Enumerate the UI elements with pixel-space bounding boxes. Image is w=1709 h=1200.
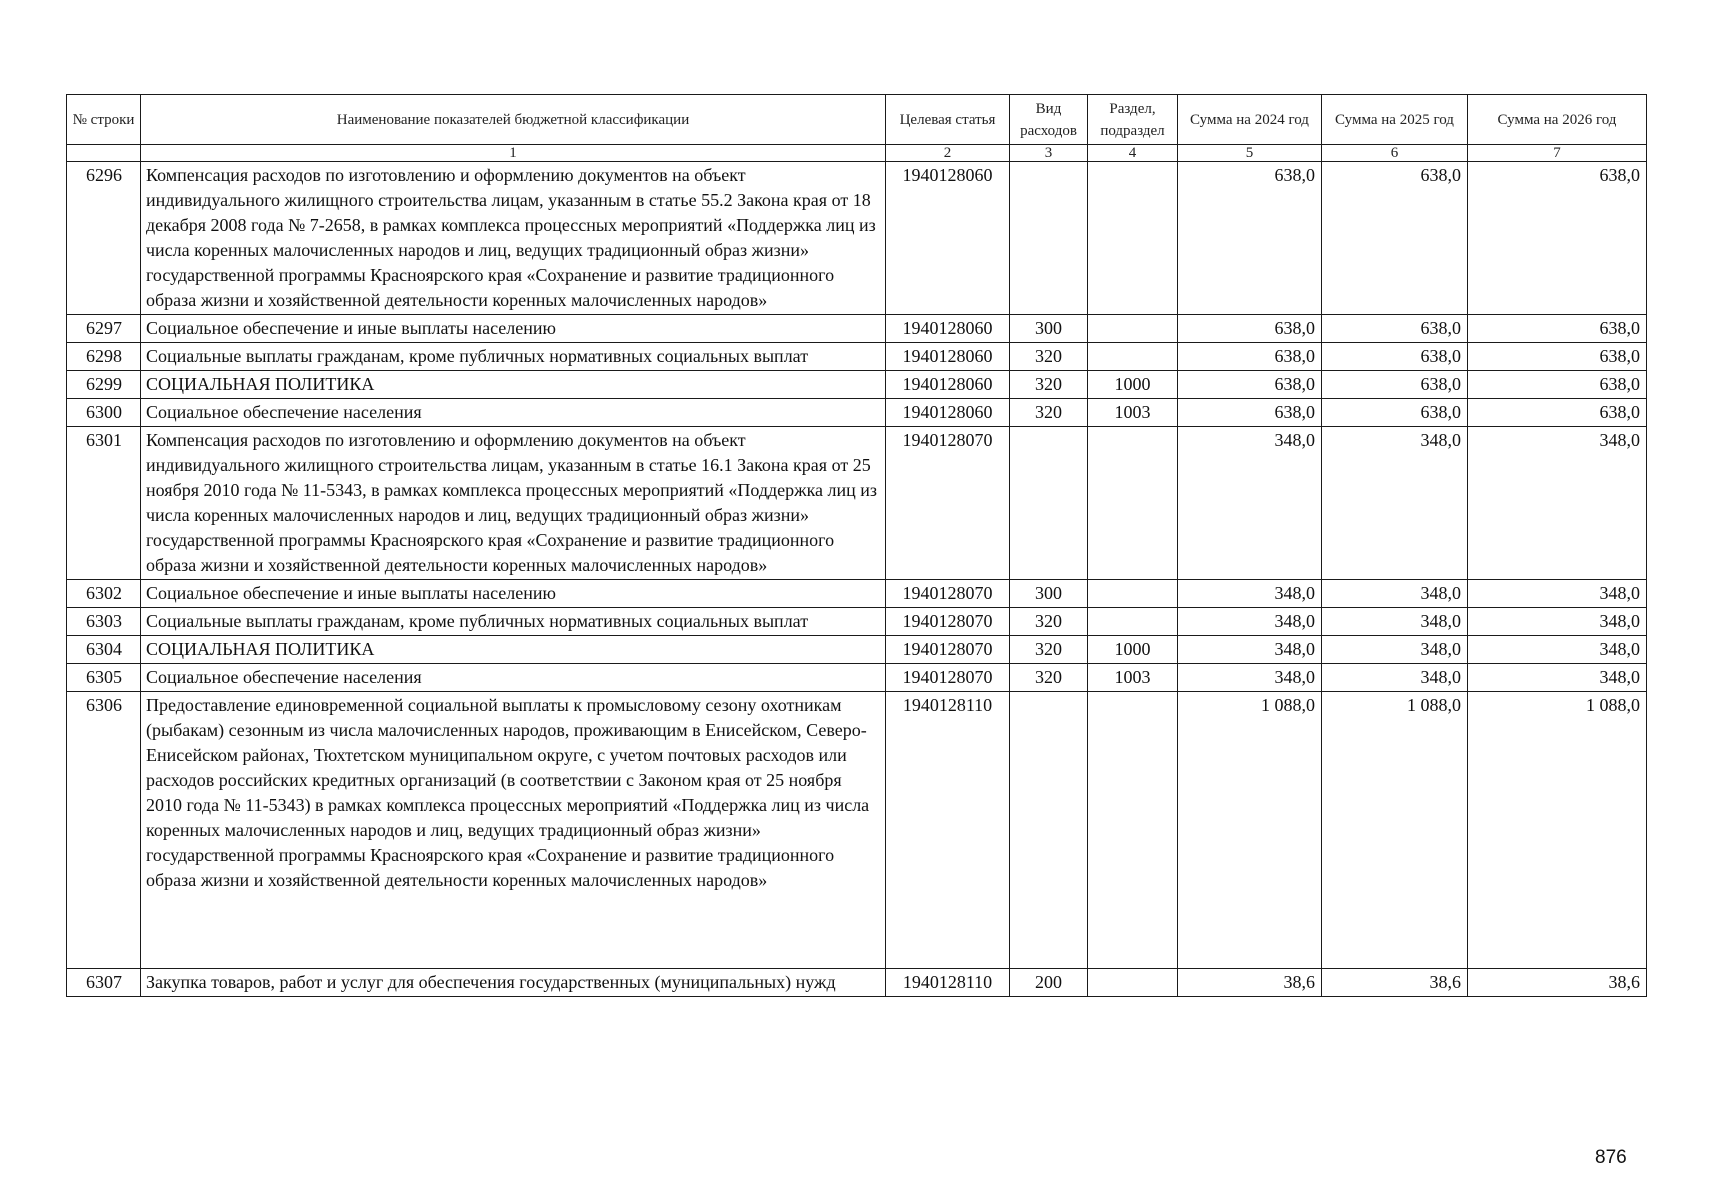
row-section (1088, 580, 1178, 608)
row-number: 6305 (67, 664, 141, 692)
row-sum-2025: 348,0 (1322, 580, 1468, 608)
row-sum-2024: 1 088,0 (1178, 692, 1322, 969)
row-name: Компенсация расходов по изготовлению и оформлению документов на объект индивидуального жилищного строительства лицам, указанным в статье 55.2 Закона края от 18 декабря 2008 года № 7-2658, в рамках комплекса процессных мероприятий «Поддержка лиц из числа коренных малочисленных народов и лиц, ведущих традиционный образ жизни» государственной программы Красноярского края «Сохранение и развитие традиционного образа жизни и хозяйственной деятельности коренных малочисленных народов» (141, 162, 886, 315)
table-row (67, 371, 1647, 399)
header-sum-2026: Сумма на 2026 год (1468, 95, 1647, 145)
row-sum-2024: 348,0 (1178, 664, 1322, 692)
row-name: Социальные выплаты гражданам, кроме публичных нормативных социальных выплат (141, 608, 886, 636)
row-sum-2024: 348,0 (1178, 636, 1322, 664)
column-number: 7 (1468, 145, 1647, 162)
row-name: Закупка товаров, работ и услуг для обеспечения государственных (муниципальных) нужд (141, 969, 886, 997)
row-sum-2024: 638,0 (1178, 371, 1322, 399)
row-sum-2024: 348,0 (1178, 427, 1322, 580)
row-number: 6301 (67, 427, 141, 580)
row-target: 1940128070 (886, 608, 1010, 636)
row-sum-2025: 638,0 (1322, 371, 1468, 399)
row-sum-2024: 38,6 (1178, 969, 1322, 997)
header-section: Раздел, подраздел (1088, 95, 1178, 145)
row-target: 1940128070 (886, 580, 1010, 608)
row-expense-type: 300 (1010, 580, 1088, 608)
table-row (67, 664, 1647, 692)
row-expense-type: 320 (1010, 399, 1088, 427)
row-section (1088, 343, 1178, 371)
table-body (67, 162, 1647, 997)
row-expense-type: 320 (1010, 664, 1088, 692)
row-number: 6307 (67, 969, 141, 997)
row-sum-2025: 348,0 (1322, 664, 1468, 692)
row-sum-2026: 348,0 (1468, 636, 1647, 664)
column-number: 2 (886, 145, 1010, 162)
table-row (67, 692, 1647, 969)
row-name: Социальные выплаты гражданам, кроме публичных нормативных социальных выплат (141, 343, 886, 371)
row-target: 1940128060 (886, 162, 1010, 315)
row-section (1088, 162, 1178, 315)
row-sum-2026: 638,0 (1468, 371, 1647, 399)
row-expense-type: 300 (1010, 315, 1088, 343)
row-target: 1940128060 (886, 371, 1010, 399)
column-number: 5 (1178, 145, 1322, 162)
column-number: 6 (1322, 145, 1468, 162)
row-number: 6302 (67, 580, 141, 608)
table-row (67, 636, 1647, 664)
header-row-no: № строки (67, 95, 141, 145)
row-sum-2026: 348,0 (1468, 427, 1647, 580)
row-target: 1940128110 (886, 692, 1010, 969)
row-name: Предоставление единовременной социальной выплаты к промысловому сезону охотникам (рыбакам) сезонным из числа малочисленных народов, проживающим в Енисейском, Северо-Енисейском районах, Тюхтетском муниципальном округе, с учетом почтовых расходов или расходов российских кредитных организаций (в соответствии с Законом края от 25 ноября 2010 года № 11-5343) в рамках комплекса процессных мероприятий «Поддержка лиц из числа коренных малочисленных народов и лиц, ведущих традиционный образ жизни» государственной программы Красноярского края «Сохранение и развитие традиционного образа жизни и хозяйственной деятельности коренных малочисленных народов» (141, 692, 886, 969)
column-number: 3 (1010, 145, 1088, 162)
row-section (1088, 692, 1178, 969)
row-name: Социальное обеспечение населения (141, 399, 886, 427)
row-sum-2026: 348,0 (1468, 580, 1647, 608)
row-name: Компенсация расходов по изготовлению и оформлению документов на объект индивидуального жилищного строительства лицам, указанным в статье 16.1 Закона края от 25 ноября 2010 года № 11-5343, в рамках комплекса процессных мероприятий «Поддержка лиц из числа коренных малочисленных народов и лиц, ведущих традиционный образ жизни» государственной программы Красноярского края «Сохранение и развитие традиционного образа жизни и хозяйственной деятельности коренных малочисленных народов» (141, 427, 886, 580)
row-sum-2026: 638,0 (1468, 162, 1647, 315)
column-number (67, 145, 141, 162)
row-sum-2026: 638,0 (1468, 399, 1647, 427)
row-name: Социальное обеспечение и иные выплаты населению (141, 580, 886, 608)
row-target: 1940128070 (886, 427, 1010, 580)
row-sum-2025: 1 088,0 (1322, 692, 1468, 969)
row-sum-2025: 348,0 (1322, 608, 1468, 636)
header-row (67, 95, 1647, 145)
row-expense-type: 320 (1010, 371, 1088, 399)
row-section: 1000 (1088, 636, 1178, 664)
row-sum-2025: 38,6 (1322, 969, 1468, 997)
page-number: 876 (1595, 1147, 1627, 1168)
row-number: 6304 (67, 636, 141, 664)
budget-table (66, 94, 1647, 997)
row-sum-2025: 638,0 (1322, 399, 1468, 427)
header-target: Целевая статья (886, 95, 1010, 145)
header-sum-2024: Сумма на 2024 год (1178, 95, 1322, 145)
row-sum-2026: 38,6 (1468, 969, 1647, 997)
row-expense-type: 200 (1010, 969, 1088, 997)
row-number: 6306 (67, 692, 141, 969)
row-expense-type (1010, 162, 1088, 315)
row-name: Социальное обеспечение и иные выплаты населению (141, 315, 886, 343)
row-sum-2026: 1 088,0 (1468, 692, 1647, 969)
budget-table-sheet (66, 94, 1646, 997)
row-target: 1940128070 (886, 664, 1010, 692)
table-row (67, 427, 1647, 580)
row-expense-type: 320 (1010, 343, 1088, 371)
row-number: 6299 (67, 371, 141, 399)
row-sum-2026: 638,0 (1468, 315, 1647, 343)
row-expense-type: 320 (1010, 636, 1088, 664)
row-sum-2025: 638,0 (1322, 315, 1468, 343)
table-row (67, 315, 1647, 343)
row-name: Социальное обеспечение населения (141, 664, 886, 692)
row-target: 1940128060 (886, 315, 1010, 343)
row-sum-2024: 638,0 (1178, 162, 1322, 315)
row-number: 6300 (67, 399, 141, 427)
row-number: 6297 (67, 315, 141, 343)
row-number: 6296 (67, 162, 141, 315)
row-section (1088, 427, 1178, 580)
row-section: 1003 (1088, 664, 1178, 692)
row-name: СОЦИАЛЬНАЯ ПОЛИТИКА (141, 636, 886, 664)
row-sum-2026: 348,0 (1468, 608, 1647, 636)
table-row (67, 969, 1647, 997)
row-expense-type: 320 (1010, 608, 1088, 636)
row-expense-type (1010, 427, 1088, 580)
table-row (67, 580, 1647, 608)
row-target: 1940128070 (886, 636, 1010, 664)
column-number: 1 (141, 145, 886, 162)
row-sum-2026: 348,0 (1468, 664, 1647, 692)
column-number-row (67, 145, 1647, 162)
header-expense-type: Вид расходов (1010, 95, 1088, 145)
row-target: 1940128060 (886, 399, 1010, 427)
row-number: 6298 (67, 343, 141, 371)
row-target: 1940128060 (886, 343, 1010, 371)
table-row (67, 162, 1647, 315)
row-sum-2026: 638,0 (1468, 343, 1647, 371)
row-target: 1940128110 (886, 969, 1010, 997)
row-section (1088, 315, 1178, 343)
row-section: 1003 (1088, 399, 1178, 427)
header-name: Наименование показателей бюджетной классификации (141, 95, 886, 145)
row-name: СОЦИАЛЬНАЯ ПОЛИТИКА (141, 371, 886, 399)
table-row (67, 343, 1647, 371)
row-section: 1000 (1088, 371, 1178, 399)
row-sum-2025: 638,0 (1322, 162, 1468, 315)
row-expense-type (1010, 692, 1088, 969)
column-number: 4 (1088, 145, 1178, 162)
table-row (67, 399, 1647, 427)
row-sum-2025: 348,0 (1322, 427, 1468, 580)
row-section (1088, 608, 1178, 636)
row-section (1088, 969, 1178, 997)
table-row (67, 608, 1647, 636)
row-sum-2024: 638,0 (1178, 399, 1322, 427)
row-sum-2025: 348,0 (1322, 636, 1468, 664)
header-sum-2025: Сумма на 2025 год (1322, 95, 1468, 145)
row-sum-2025: 638,0 (1322, 343, 1468, 371)
row-sum-2024: 638,0 (1178, 315, 1322, 343)
row-sum-2024: 348,0 (1178, 580, 1322, 608)
row-sum-2024: 638,0 (1178, 343, 1322, 371)
row-number: 6303 (67, 608, 141, 636)
row-sum-2024: 348,0 (1178, 608, 1322, 636)
